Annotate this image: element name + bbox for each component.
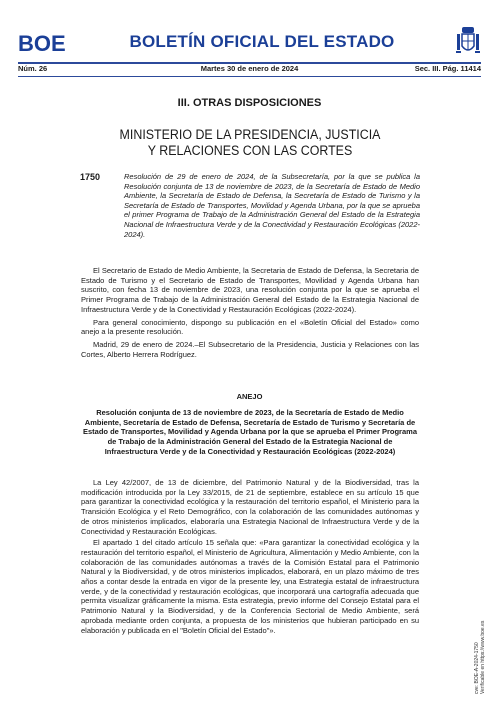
boe-logo: [18, 32, 72, 54]
body-paragraph: El Secretario de Estado de Medio Ambiente, la Secretaria de Estado de Defensa, la Secretaria de Estado de Turismo y el Secretario de Estado de Transportes, Movilidad y Agenda Urbana han suscrito, con fecha 13 de noviembre de 2023, una resolución conjunta por la que se aprueba el Primer Programa de Trabajo de la Administración General del Estado de la Estrategia Nacional de Infraestructura Verde y de la Conectividad y Restauración Ecológicas (2022-2024).: [81, 266, 419, 314]
header-rule-bottom: [18, 76, 481, 77]
verification-note: [474, 602, 486, 694]
svg-text:BOE: BOE: [18, 32, 66, 54]
document-summary: Resolución de 29 de enero de 2024, de la Subsecretaría, por la que se publica la Resolución conjunta de 13 de noviembre de 2023, de la Secretaría de Estado de Medio Ambiente, la Secretaría de Estado de Defensa, la Secretaría de Estado de Turismo y la Secretaría de Estado de Transportes, Movilidad y Agenda Urbana, por la que se aprueba el primer Programa de Trabajo de la Administración General del Estado de la Estrategia Nacional de Infraestructura Verde y de la Conectividad y Restauración Ecológicas (2022-2024).: [124, 172, 420, 239]
annex-heading: ANEJO: [236, 392, 263, 401]
annex-paragraph: La Ley 42/2007, de 13 de diciembre, del Patrimonio Natural y de la Biodiversidad, tras la modificación introducida por la Ley 33/2015, de 21 de septiembre, establece en su artículo 15 que para garantizar la conectividad ecológica y la restauración del territorio español, el Ministerio para la Transición Ecológica y el Reto Demográfico, con la colaboración de las comunidades autónomas y de otros ministerios implicados, elaboraría una Estrategia Nacional de Infraestructura Verde y de la Conectividad y Restauración Ecológicas.: [81, 478, 419, 536]
ministry-line: Y RELACIONES CON LAS CORTES: [147, 143, 353, 158]
gazette-header: [18, 26, 481, 58]
gazette-title: BOLETÍN OFICIAL DEL ESTADO: [129, 32, 395, 51]
verification-url: Verificable en https://www.boe.es: [480, 620, 487, 694]
issue-date: Martes 30 de enero de 2024: [200, 64, 299, 73]
annex-body: [81, 478, 419, 637]
coat-of-arms-icon: [455, 26, 481, 58]
document-number: 1750: [80, 172, 101, 182]
issue-number: Núm. 26: [18, 64, 48, 73]
document-body: [81, 266, 419, 362]
cve-code: cve: BOE-A-2024-1750: [474, 642, 480, 694]
annex-paragraph: El apartado 1 del citado artículo 15 señala que: «Para garantizar la conectividad ecológica y la restauración del territorio español, el Ministerio de Agricultura, Alimentación y Medio Ambiente, con la colaboración de las comunidades autónomas a través de la Comisión Estatal para el Patrimonio Natural y la Biodiversidad, y de otros ministerios implicados, elaborará, en un plazo máximo de tres años a contar desde la entrada en vigor de la presente ley, una Estrategia estatal de infraestructura verde, y de la conectividad y restauración ecológicas, que incorporará una cartografía adecuada que permita visualizar gráficamente la misma. Esta estrategia, previo informe del Consejo Estatal para el Patrimonio Natural y la Biodiversidad, y de la Conferencia Sectorial de Medio Ambiente, será aprobada mediante orden conjunta, a propuesta de los ministerios que hubieran participado en su elaboración y publicada en el "Boletín Oficial del Estado"».: [81, 538, 419, 635]
ministry-line: MINISTERIO DE LA PRESIDENCIA, JUSTICIA: [119, 127, 381, 142]
annex-title: Resolución conjunta de 13 de noviembre de 2023, de la Secretaría de Estado de Medio Ambiente, Secretaría de Estado de Defensa, Secretaría de Estado de Turismo y Secretaría de Estado de Transportes, Movilidad y Agenda Urbana por la que se aprueba el Primer Programa de Trabajo de la Administración General del Estado de la Estrategia Nacional de Infraestructura Verde y de la Conectividad y Restauración Ecológicas (2022-2024): [83, 408, 417, 456]
section-page: Sec. III. Pág. 11414: [414, 64, 481, 73]
section-title: III. OTRAS DISPOSICIONES: [177, 97, 322, 109]
body-paragraph: Para general conocimiento, dispongo su publicación en el «Boletín Oficial del Estado» como anejo a la presente resolución.: [81, 317, 419, 337]
ministry-title: [75, 127, 425, 159]
signature-paragraph: Madrid, 29 de enero de 2024.–El Subsecretario de la Presidencia, Justicia y Relaciones con las Cortes, Alberto Herrera Rodríguez.: [81, 339, 419, 359]
